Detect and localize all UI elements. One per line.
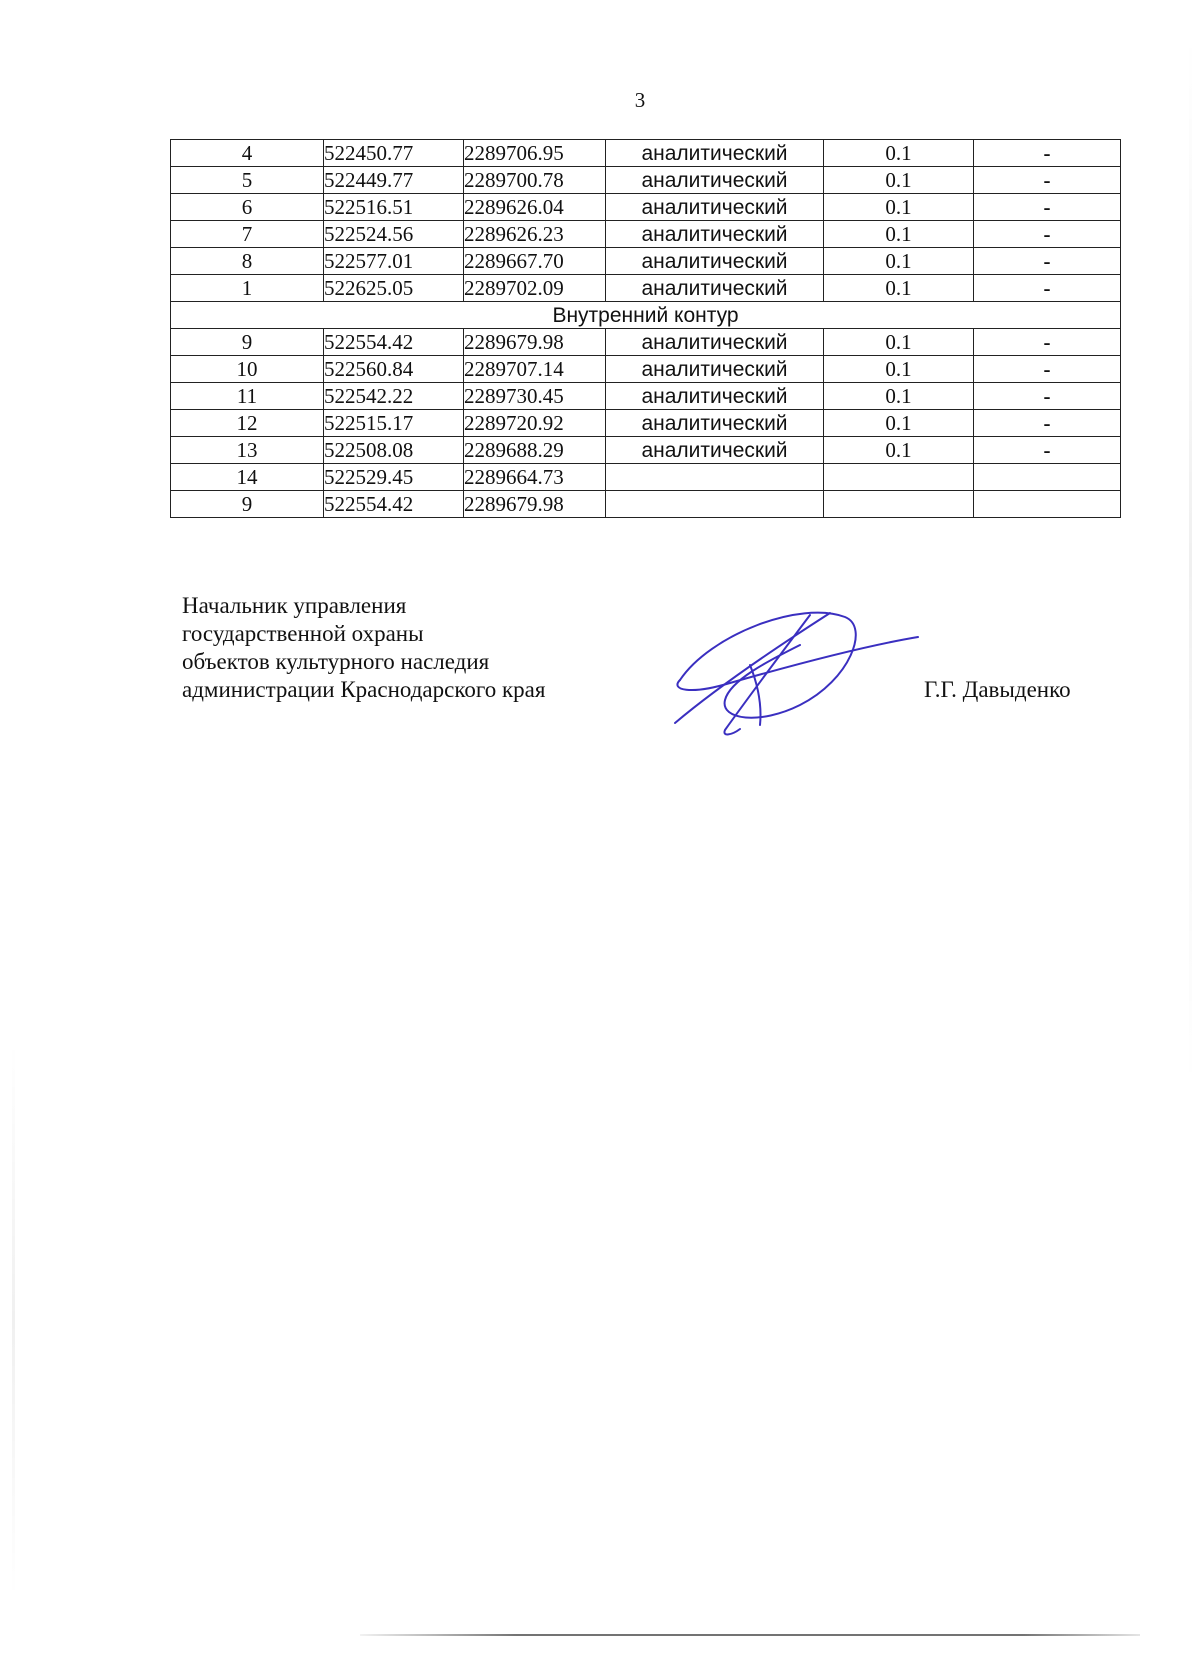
method: аналитический: [606, 356, 824, 383]
x-coordinate: 522560.84: [324, 356, 464, 383]
point-number: 13: [171, 437, 324, 464]
section-header-row: [171, 302, 1121, 329]
x-coordinate: 522554.42: [324, 329, 464, 356]
table-row: [171, 464, 1121, 491]
x-coordinate: 522542.22: [324, 383, 464, 410]
accuracy: 0.1: [824, 167, 974, 194]
x-coordinate: 522449.77: [324, 167, 464, 194]
method: аналитический: [606, 221, 824, 248]
point-number: 12: [171, 410, 324, 437]
table-row: [171, 437, 1121, 464]
accuracy: 0.1: [824, 248, 974, 275]
note: [974, 491, 1121, 518]
table-row: [171, 194, 1121, 221]
y-coordinate: 2289664.73: [464, 464, 606, 491]
note: -: [974, 140, 1121, 167]
x-coordinate: 522554.42: [324, 491, 464, 518]
x-coordinate: 522529.45: [324, 464, 464, 491]
title-line: администрации Краснодарского края: [182, 677, 546, 702]
x-coordinate: 522516.51: [324, 194, 464, 221]
method: аналитический: [606, 167, 824, 194]
point-number: 8: [171, 248, 324, 275]
page-number: 3: [634, 88, 646, 112]
point-number: 10: [171, 356, 324, 383]
note: -: [974, 248, 1121, 275]
method: аналитический: [606, 140, 824, 167]
table-row: [171, 329, 1121, 356]
point-number: 7: [171, 221, 324, 248]
accuracy: 0.1: [824, 383, 974, 410]
point-number: 9: [171, 491, 324, 518]
accuracy: [824, 491, 974, 518]
note: -: [974, 221, 1121, 248]
accuracy: 0.1: [824, 356, 974, 383]
note: -: [974, 329, 1121, 356]
x-coordinate: 522515.17: [324, 410, 464, 437]
note: -: [974, 194, 1121, 221]
point-number: 14: [171, 464, 324, 491]
y-coordinate: 2289707.14: [464, 356, 606, 383]
scan-border-line: [360, 1634, 1140, 1636]
inner-contour-section: [171, 302, 1121, 518]
signature-stroke: [675, 613, 830, 723]
accuracy: 0.1: [824, 410, 974, 437]
accuracy: 0.1: [824, 329, 974, 356]
method: аналитический: [606, 329, 824, 356]
accuracy: [824, 464, 974, 491]
x-coordinate: 522508.08: [324, 437, 464, 464]
coordinates-table: [170, 139, 1121, 518]
title-line: Начальник управления: [182, 593, 407, 618]
point-number: 9: [171, 329, 324, 356]
x-coordinate: 522524.56: [324, 221, 464, 248]
section-title: Внутренний контур: [171, 302, 1121, 329]
title-line: государственной охраны: [182, 621, 424, 646]
accuracy: 0.1: [824, 221, 974, 248]
x-coordinate: 522577.01: [324, 248, 464, 275]
signer-name: Г.Г. Давыденко: [924, 677, 1071, 702]
table-row: [171, 275, 1121, 302]
note: -: [974, 410, 1121, 437]
method: аналитический: [606, 383, 824, 410]
table-row: [171, 356, 1121, 383]
outer-contour-rows: [171, 140, 1121, 302]
y-coordinate: 2289720.92: [464, 410, 606, 437]
note: -: [974, 383, 1121, 410]
y-coordinate: 2289679.98: [464, 329, 606, 356]
x-coordinate: 522625.05: [324, 275, 464, 302]
table-row: [171, 167, 1121, 194]
title-line: объектов культурного наследия: [182, 649, 490, 674]
table-row: [171, 248, 1121, 275]
note: -: [974, 356, 1121, 383]
method: аналитический: [606, 194, 824, 221]
note: -: [974, 167, 1121, 194]
y-coordinate: 2289700.78: [464, 167, 606, 194]
signature-stroke: [677, 637, 918, 690]
accuracy: 0.1: [824, 140, 974, 167]
point-number: 4: [171, 140, 324, 167]
y-coordinate: 2289688.29: [464, 437, 606, 464]
table-row: [171, 410, 1121, 437]
table-row: [171, 491, 1121, 518]
table-row: [171, 383, 1121, 410]
method: аналитический: [606, 410, 824, 437]
table-row: [171, 140, 1121, 167]
accuracy: 0.1: [824, 275, 974, 302]
point-number: 11: [171, 383, 324, 410]
y-coordinate: 2289702.09: [464, 275, 606, 302]
y-coordinate: 2289706.95: [464, 140, 606, 167]
note: -: [974, 275, 1121, 302]
scan-edge-shadow: [12, 1040, 15, 1600]
accuracy: 0.1: [824, 194, 974, 221]
method: [606, 491, 824, 518]
scan-edge-shadow: [1189, 30, 1192, 1090]
point-number: 5: [171, 167, 324, 194]
y-coordinate: 2289730.45: [464, 383, 606, 410]
note: [974, 464, 1121, 491]
method: аналитический: [606, 275, 824, 302]
table-row: [171, 221, 1121, 248]
y-coordinate: 2289626.04: [464, 194, 606, 221]
point-number: 1: [171, 275, 324, 302]
y-coordinate: 2289667.70: [464, 248, 606, 275]
accuracy: 0.1: [824, 437, 974, 464]
method: [606, 464, 824, 491]
handwritten-signature: [650, 605, 920, 740]
x-coordinate: 522450.77: [324, 140, 464, 167]
method: аналитический: [606, 437, 824, 464]
point-number: 6: [171, 194, 324, 221]
method: аналитический: [606, 248, 824, 275]
y-coordinate: 2289626.23: [464, 221, 606, 248]
note: -: [974, 437, 1121, 464]
y-coordinate: 2289679.98: [464, 491, 606, 518]
signature-stroke: [680, 613, 856, 718]
signatory-title: [182, 592, 545, 704]
